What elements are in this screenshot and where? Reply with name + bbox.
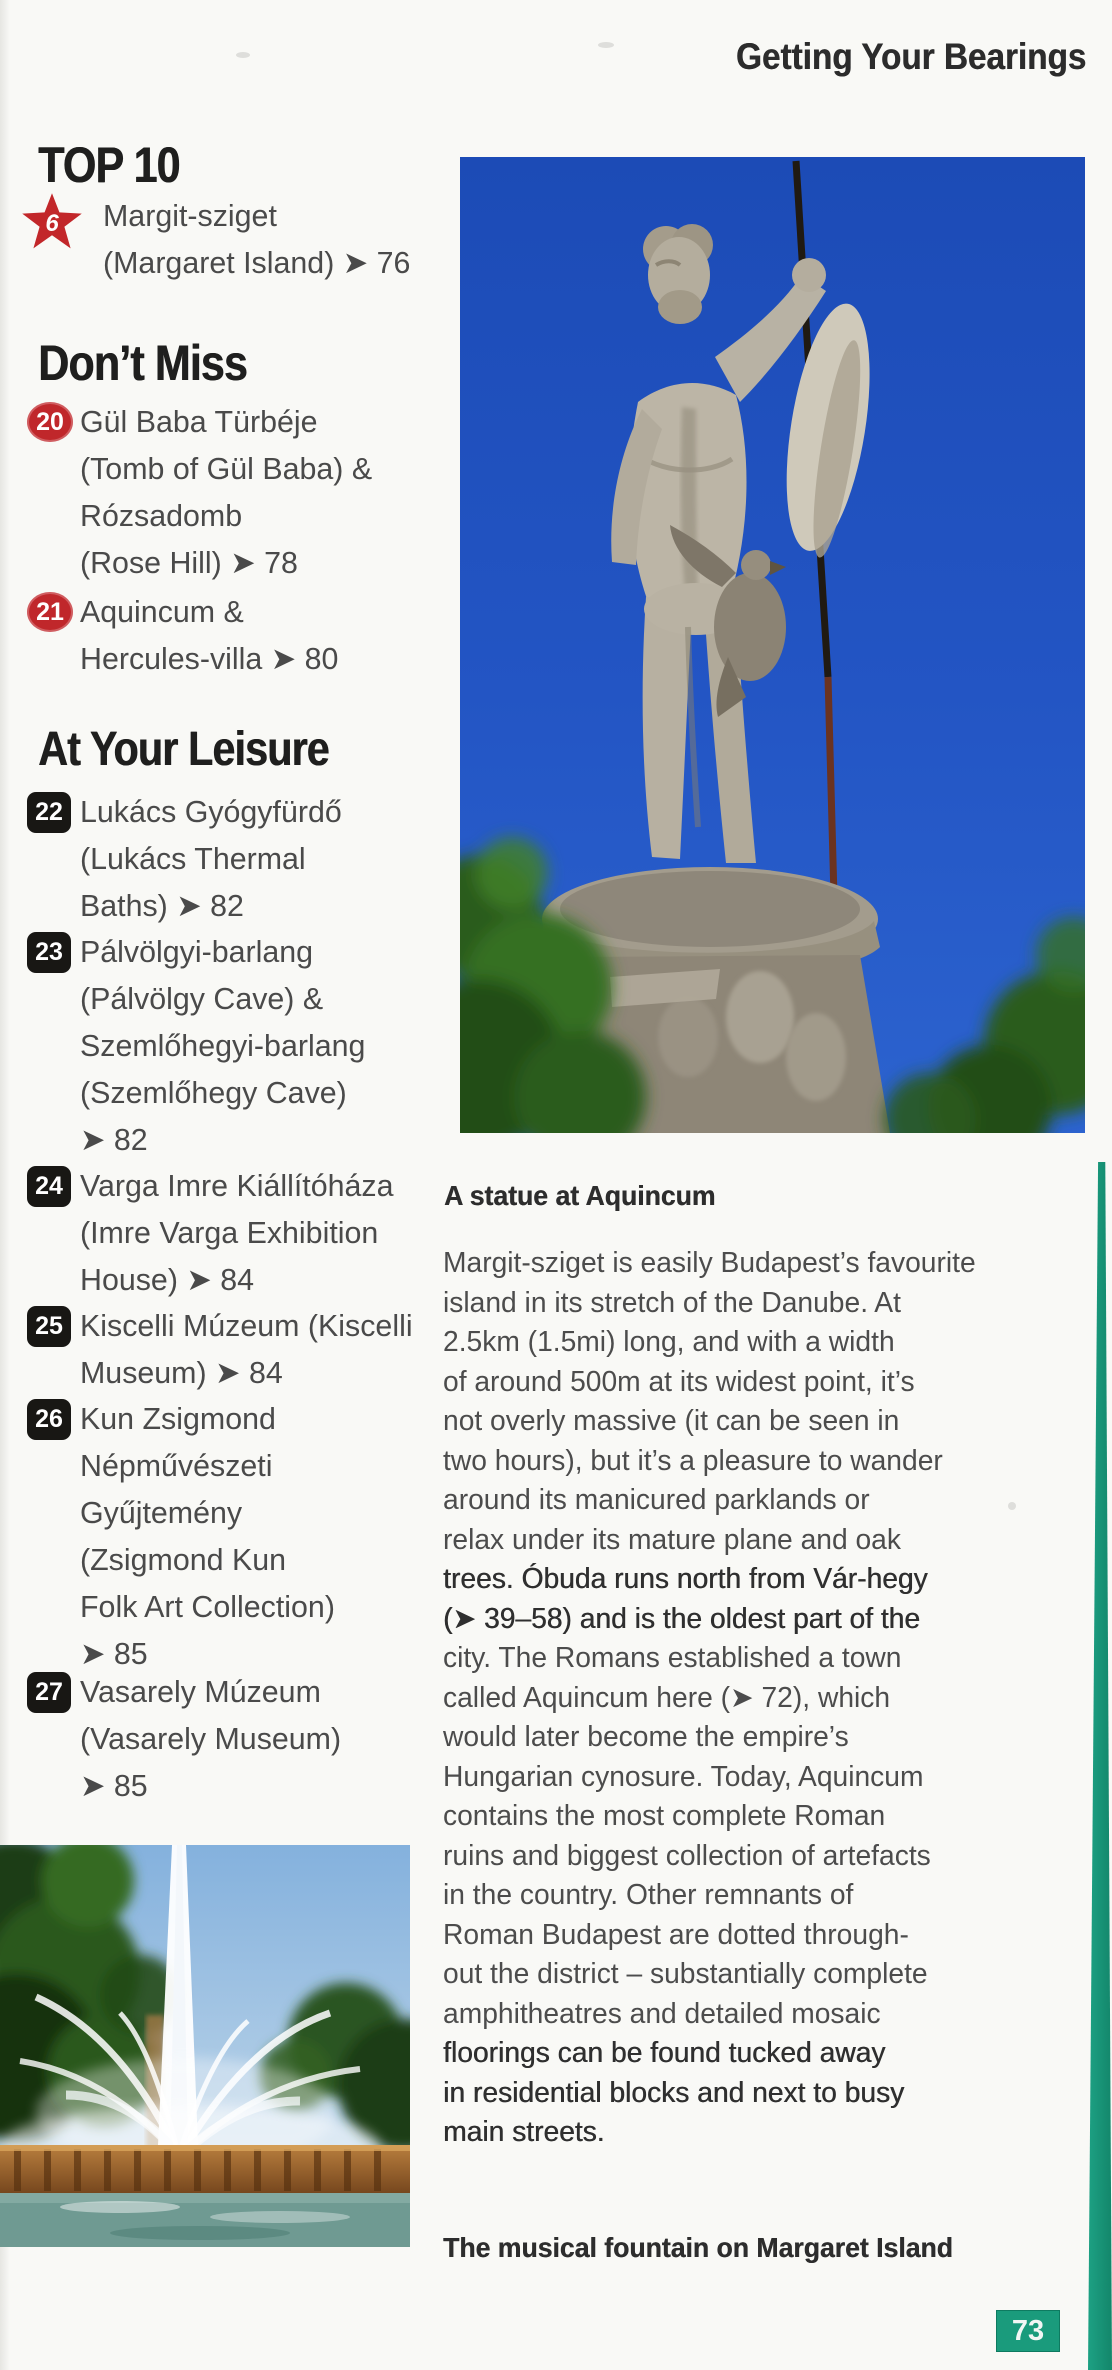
list-item-line: (Margaret Island) ➤ 76 xyxy=(103,245,411,280)
statue-photo xyxy=(460,157,1085,1133)
photo-caption-fountain: The musical fountain on Margaret Island xyxy=(443,2232,953,2263)
list-item-line: Gyűjtemény xyxy=(80,1495,243,1530)
badge-number: 26 xyxy=(35,1405,63,1433)
list-item-line: Folk Art Collection) xyxy=(80,1589,335,1624)
page-title: Getting Your Bearings xyxy=(735,36,1086,77)
body-text-line: called Aquincum here (➤ 72), which xyxy=(443,1681,891,1714)
list-item-line: Kiscelli Múzeum (Kiscelli xyxy=(80,1308,413,1343)
item-number-badge xyxy=(27,1399,71,1440)
body-text-line: in the country. Other remnants of xyxy=(443,1879,854,1911)
body-text-line: ruins and biggest collection of artefacts xyxy=(443,1839,931,1872)
list-item-line: Szemlőhegyi-barlang xyxy=(80,1028,366,1063)
list-item xyxy=(25,192,503,286)
list-item-line: Gül Baba Türbéje xyxy=(80,404,318,439)
body-text-line: (➤ 39–58) and is the oldest part of the xyxy=(443,1602,920,1635)
section-heading-at-your-leisure: At Your Leisure xyxy=(38,723,329,776)
list-item-line: Pálvölgyi-barlang xyxy=(80,934,314,969)
body-text-line: 2.5km (1.5mi) long, and with a width xyxy=(443,1326,895,1358)
fountain-water xyxy=(0,2193,410,2247)
body-text-line: island in its stretch of the Danube. At xyxy=(443,1286,901,1319)
list-item-line: (Tomb of Gül Baba) & xyxy=(80,451,373,486)
list-item-line: ➤ 82 xyxy=(80,1122,148,1157)
list-item-line: ➤ 85 xyxy=(80,1768,148,1803)
body-text-line: not overly massive (it can be seen in xyxy=(443,1405,900,1437)
list-item-line: (Szemlőhegy Cave) xyxy=(80,1075,347,1110)
top10-star-icon xyxy=(21,192,83,252)
list-item-line: (Vasarely Museum) xyxy=(80,1721,342,1756)
list-item-line: (Zsigmond Kun xyxy=(80,1542,287,1577)
list-item-line: Museum) ➤ 84 xyxy=(80,1355,283,1390)
section-heading-dont-miss: Don’t Miss xyxy=(38,335,247,391)
list-item-line: Kun Zsigmond xyxy=(80,1401,276,1436)
list-item-line: Lukács Gyógyfürdő xyxy=(80,794,342,829)
body-text-line: out the district – substantially complete xyxy=(443,1958,928,1990)
item-number-badge xyxy=(27,402,73,442)
scan-speck xyxy=(598,42,614,48)
list-item-line: Rózsadomb xyxy=(80,498,243,533)
badge-number: 21 xyxy=(36,597,64,626)
page-number: 73 xyxy=(1011,2314,1045,2347)
item-number-badge xyxy=(27,792,71,833)
badge-number: 20 xyxy=(36,407,64,436)
badge-number: 23 xyxy=(35,938,63,966)
body-text-line: main streets. xyxy=(443,2116,605,2148)
body-text-line: of around 500m at its widest point, it’s xyxy=(443,1365,915,1398)
list-item-line: Margit-sziget xyxy=(103,198,277,233)
list-item xyxy=(27,588,480,682)
body-text-line: Hungarian cynosure. Today, Aquincum xyxy=(443,1760,924,1793)
body-text-line: contains the most complete Roman xyxy=(443,1800,886,1832)
page-edge-green-strip xyxy=(1088,1162,1112,2370)
list-item xyxy=(27,398,480,586)
body-text-line: would later become the empire’s xyxy=(443,1721,849,1753)
badge-number: 24 xyxy=(35,1172,63,1200)
list-item-line: (Rose Hill) ➤ 78 xyxy=(80,545,298,580)
list-item-line: House) ➤ 84 xyxy=(80,1262,255,1297)
page-number-badge xyxy=(996,2310,1060,2352)
badge-number: 25 xyxy=(35,1312,63,1340)
item-number-badge xyxy=(27,932,71,973)
badge-number: 27 xyxy=(35,1678,63,1706)
list-item-line: Aquincum & xyxy=(80,594,244,629)
body-text-line: Margit-sziget is easily Budapest’s favourite xyxy=(443,1247,976,1279)
item-number-badge xyxy=(27,1166,71,1207)
list-item-line: (Pálvölgy Cave) & xyxy=(80,981,324,1016)
body-text-line: floorings can be found tucked away xyxy=(443,2037,886,2069)
body-text-line: relax under its mature plane and oak xyxy=(443,1523,901,1556)
body-paragraph xyxy=(443,1244,1043,2153)
body-text-line: trees. Óbuda runs north from Vár-hegy xyxy=(443,1563,928,1595)
list-item xyxy=(27,1395,480,1677)
list-item-line: ➤ 85 xyxy=(80,1636,148,1671)
body-text-line: Roman Budapest are dotted through- xyxy=(443,1918,909,1951)
list-item-line: Hercules-villa ➤ 80 xyxy=(80,641,339,676)
list-item-line: Népművészeti xyxy=(80,1448,273,1483)
list-item-line: Baths) ➤ 82 xyxy=(80,888,244,923)
list-item-line: Vasarely Múzeum xyxy=(80,1674,321,1709)
body-text-line: two hours), but it’s a pleasure to wander xyxy=(443,1444,943,1477)
fountain-base xyxy=(0,2145,410,2195)
badge-number: 22 xyxy=(35,798,63,826)
list-item xyxy=(27,1668,480,1809)
item-number-badge xyxy=(27,1306,71,1347)
star-number: 6 xyxy=(45,210,59,237)
section-heading-top10: TOP 10 xyxy=(38,137,180,193)
body-text-line: amphitheatres and detailed mosaic xyxy=(443,1997,881,2030)
fountain-photo xyxy=(0,1845,410,2247)
list-item xyxy=(27,1162,480,1303)
item-number-badge xyxy=(27,1672,71,1713)
list-item-line: (Imre Varga Exhibition xyxy=(80,1215,379,1250)
scan-speck xyxy=(236,52,250,58)
body-text-line: in residential blocks and next to busy xyxy=(443,2076,905,2109)
list-item-line: (Lukács Thermal xyxy=(80,841,306,876)
list-item xyxy=(27,788,480,929)
body-text-line: city. The Romans established a town xyxy=(443,1642,902,1674)
list-item xyxy=(27,1302,480,1396)
list-item xyxy=(27,928,480,1163)
item-number-badge xyxy=(27,592,73,632)
photo-caption-statue: A statue at Aquincum xyxy=(444,1180,716,1211)
list-item-line: Varga Imre Kiállítóháza xyxy=(80,1168,394,1203)
body-text-line: around its manicured parklands or xyxy=(443,1484,870,1516)
